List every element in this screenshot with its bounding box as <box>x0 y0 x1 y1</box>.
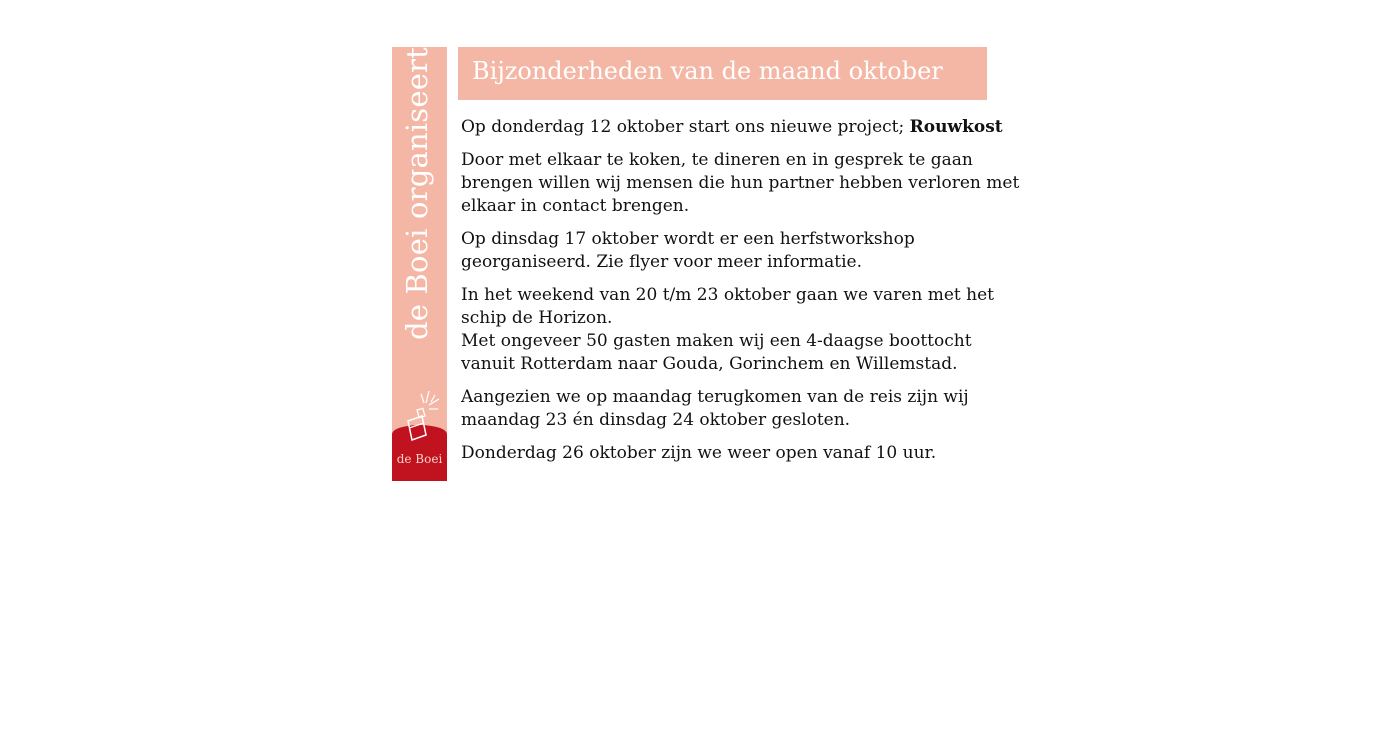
sidebar-title: de Boei organiseert <box>399 47 434 340</box>
paragraph-description: Door met elkaar te koken, te dineren en in gesprek te gaan brengen willen wij mensen die hun partner hebben verloren met elkaar in contact brengen. <box>461 150 1020 216</box>
project-name: Rouwkost <box>909 117 1003 137</box>
logo <box>392 389 447 481</box>
boat-trip-line2: Met ongeveer 50 gasten maken wij een 4-daagse boottocht vanuit Rotterdam naar Gouda, Gorinchem en Willemstad. <box>461 331 972 374</box>
boat-trip-line1: In het weekend van 20 t/m 23 oktober gaan we varen met het schip de Horizon. <box>461 285 994 328</box>
sidebar-banner <box>392 47 447 481</box>
logo-text: de Boei <box>396 452 443 466</box>
buoy-icon <box>405 389 439 443</box>
paragraph-reopen: Donderdag 26 oktober zijn we weer open vanaf 10 uur. <box>461 443 937 463</box>
paragraph-workshop: Op dinsdag 17 oktober wordt er een herfstworkshop georganiseerd. Zie flyer voor meer informatie. <box>461 229 915 272</box>
paragraph-project <box>461 116 1021 139</box>
paragraph-closed: Aangezien we op maandag terugkomen van de reis zijn wij maandag 23 én dinsdag 24 oktober gesloten. <box>461 387 969 430</box>
paragraph-boat-trip <box>461 284 1021 376</box>
header-banner <box>458 47 987 100</box>
page-title: Bijzonderheden van de maand oktober <box>472 57 943 85</box>
project-intro-text: Op donderdag 12 oktober start ons nieuwe project; <box>461 117 910 137</box>
article-body <box>461 116 1021 475</box>
